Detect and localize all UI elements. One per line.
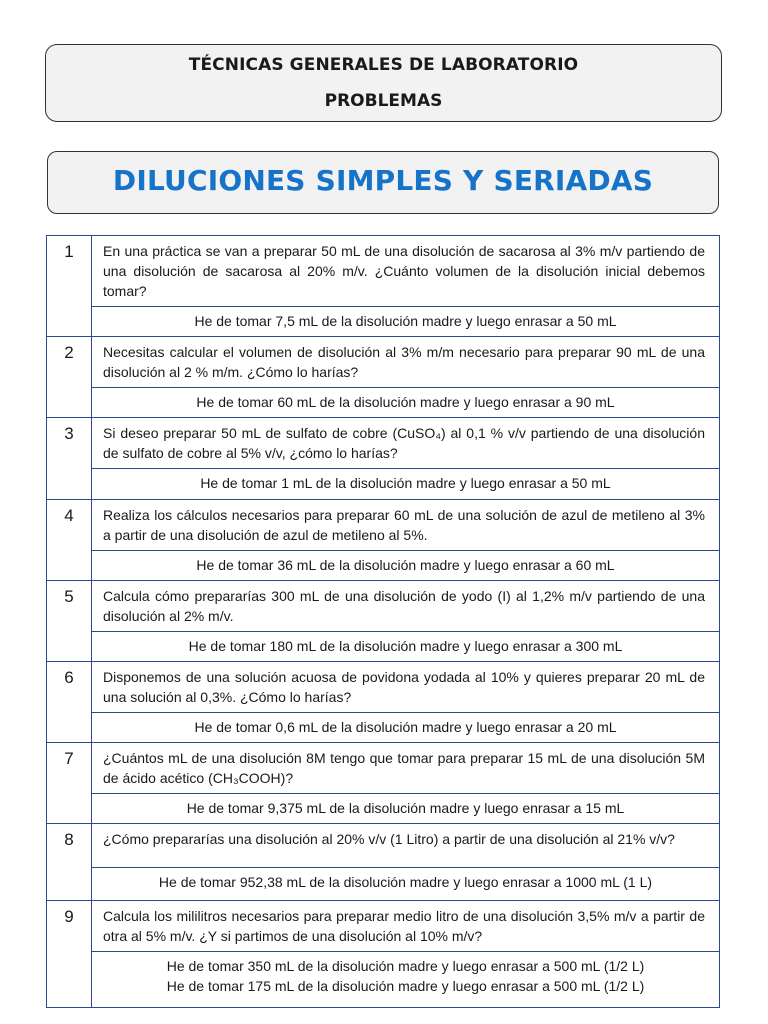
problem-row bbox=[47, 417, 719, 499]
problem-answer bbox=[92, 712, 719, 742]
problem-row bbox=[47, 900, 719, 1007]
problem-answer bbox=[92, 468, 719, 499]
problem-row bbox=[47, 580, 719, 661]
answer-line: He de tomar 952,38 mL de la disolución madre y luego enrasar a 1000 mL (1 L) bbox=[158, 874, 653, 890]
answer-line: He de tomar 0,6 mL de la disolución madre y luego enrasar a 20 mL bbox=[194, 719, 617, 735]
problem-question: Calcula los mililitros necesarios para preparar medio litro de una disolución 3,5% m/v a partir de otra al 5% m/v. ¿Y si partimos de una disolución al 10% m/v? bbox=[103, 908, 705, 944]
problem-number: 7 bbox=[47, 743, 92, 823]
problem-content bbox=[92, 824, 719, 900]
problem-number: 3 bbox=[47, 418, 92, 499]
answer-line: He de tomar 180 mL de la disolución madre y luego enrasar a 300 mL bbox=[188, 638, 623, 654]
problem-row bbox=[47, 661, 719, 742]
problem-number: 6 bbox=[47, 662, 92, 742]
problem-number: 8 bbox=[47, 824, 92, 900]
answer-line: He de tomar 7,5 mL de la disolución madre y luego enrasar a 50 mL bbox=[194, 313, 617, 329]
answer-line: He de tomar 60 mL de la disolución madre y luego enrasar a 90 mL bbox=[196, 394, 615, 410]
document-header bbox=[45, 44, 722, 122]
problem-question: Si deseo preparar 50 mL de sulfato de cobre (CuSO₄) al 0,1 % v/v partiendo de una disolución de sulfato de cobre al 5% v/v, ¿cómo lo harías? bbox=[103, 425, 705, 461]
problem-answer bbox=[92, 793, 719, 823]
problem-row bbox=[47, 499, 719, 580]
problem-question: Realiza los cálculos necesarios para preparar 60 mL de una solución de azul de metileno al 3% a partir de una disolución de azul de metileno al 5%. bbox=[103, 507, 705, 543]
problem-question: ¿Cuántos mL de una disolución 8M tengo que tomar para preparar 15 mL de una disolución 5M de ácido acético (CH₃COOH)? bbox=[103, 750, 705, 786]
problem-answer bbox=[92, 550, 719, 580]
answer-line: He de tomar 1 mL de la disolución madre y luego enrasar a 50 mL bbox=[200, 475, 611, 491]
problem-answer bbox=[92, 951, 719, 1007]
answer-line: He de tomar 350 mL de la disolución madre y luego enrasar a 500 mL (1/2 L) bbox=[166, 958, 645, 974]
problem-number: 5 bbox=[47, 581, 92, 661]
problem-content bbox=[92, 662, 719, 742]
answer-line: He de tomar 9,375 mL de la disolución madre y luego enrasar a 15 mL bbox=[186, 800, 625, 816]
problem-content bbox=[92, 581, 719, 661]
problem-row bbox=[47, 236, 719, 336]
topic-title-box bbox=[47, 151, 719, 214]
problem-answer bbox=[92, 867, 719, 900]
problem-row bbox=[47, 742, 719, 823]
problem-content bbox=[92, 743, 719, 823]
problem-question: ¿Cómo prepararías una disolución al 20% v/v (1 Litro) a partir de una disolución al 21% v/v? bbox=[103, 831, 675, 847]
problem-question: Necesitas calcular el volumen de disolución al 3% m/m necesario para preparar 90 mL de una disolución al 2 % m/m. ¿Cómo lo harías? bbox=[103, 344, 705, 380]
problem-number: 2 bbox=[47, 337, 92, 417]
problem-content bbox=[92, 418, 719, 499]
problem-number: 4 bbox=[47, 500, 92, 580]
problem-row bbox=[47, 823, 719, 900]
problem-question: Disponemos de una solución acuosa de povidona yodada al 10% y quieres preparar 20 mL de una solución al 0,3%. ¿Cómo lo harías? bbox=[103, 669, 705, 705]
problem-number: 9 bbox=[47, 901, 92, 1007]
section-label: PROBLEMAS bbox=[324, 91, 443, 111]
answer-line: He de tomar 36 mL de la disolución madre y luego enrasar a 60 mL bbox=[196, 557, 615, 573]
problem-content bbox=[92, 337, 719, 417]
problem-content bbox=[92, 500, 719, 580]
problem-row bbox=[47, 336, 719, 417]
course-title: TÉCNICAS GENERALES DE LABORATORIO bbox=[188, 55, 579, 75]
topic-title: DILUCIONES SIMPLES Y SERIADAS bbox=[112, 164, 654, 197]
problem-question: Calcula cómo prepararías 300 mL de una disolución de yodo (I) al 1,2% m/v partiendo de una disolución al 2% m/v. bbox=[103, 588, 705, 624]
problems-table bbox=[46, 235, 720, 1008]
problem-content bbox=[92, 901, 719, 1007]
problem-question: En una práctica se van a preparar 50 mL de una disolución de sacarosa al 3% m/v partiendo de una disolución de sacarosa al 20% m/v. ¿Cuánto volumen de la disolución inicial debemos tomar? bbox=[103, 243, 705, 299]
problem-number: 1 bbox=[47, 236, 92, 336]
problem-content bbox=[92, 236, 719, 336]
answer-line: He de tomar 175 mL de la disolución madre y luego enrasar a 500 mL (1/2 L) bbox=[166, 978, 645, 994]
problem-answer bbox=[92, 631, 719, 661]
problem-answer bbox=[92, 387, 719, 417]
problem-answer bbox=[92, 306, 719, 336]
